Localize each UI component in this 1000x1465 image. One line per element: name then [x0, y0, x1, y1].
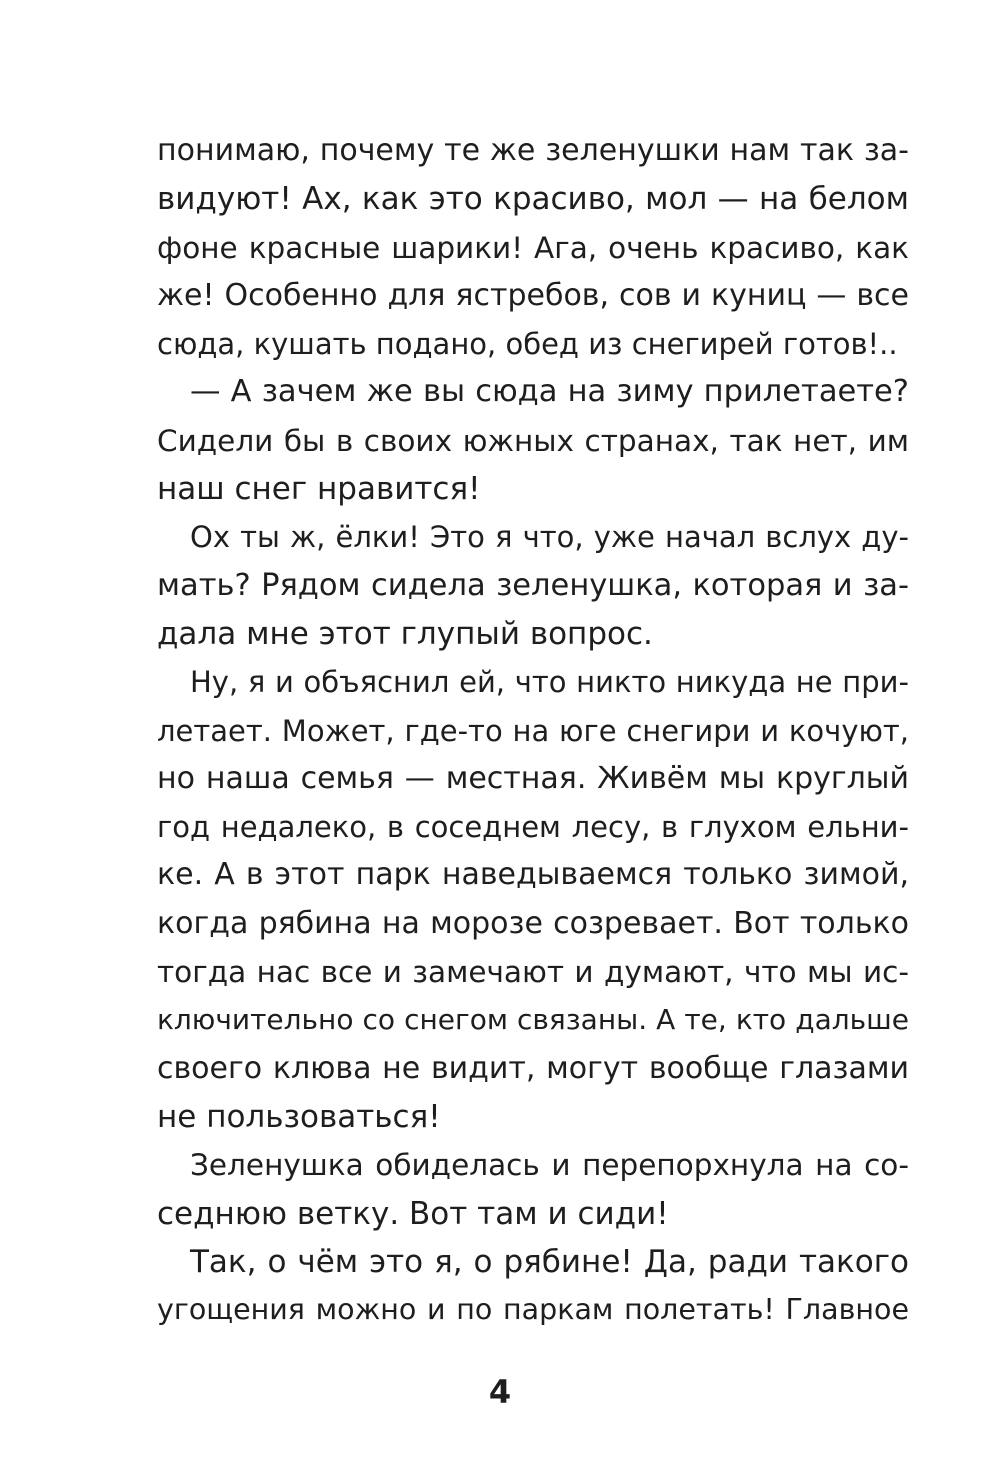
- text-line: Ох ты ж, ёлки! Это я что, уже начал вслух ду-: [190, 520, 909, 555]
- text-line: наш снег нравится!: [157, 471, 481, 508]
- text-line: но наша семья — местная. Живём мы круглый: [157, 760, 909, 796]
- text-line: понимаю, почему те же зеленушки нам так за-: [157, 133, 909, 168]
- text-line: тогда нас все и замечают и думают, что мы ис-: [157, 955, 909, 990]
- text-line: год недалеко, в соседнем лесу, в глухом ельни-: [157, 810, 909, 845]
- text-line: же! Особенно для ястребов, сов и куниц — все: [157, 277, 909, 313]
- text-line: Ну, я и объяснил ей, что никто никуда не при-: [190, 665, 909, 700]
- text-line: летает. Может, где-то на юге снегири и кочуют,: [157, 713, 909, 748]
- text-line: ке. А в этот парк наведываемся только зимой,: [157, 857, 909, 893]
- body-text: [157, 127, 909, 1334]
- text-line: седнюю ветку. Вот там и сиди!: [157, 1195, 669, 1232]
- text-line: сюда, кушать подано, обед из снегирей готов!..: [157, 327, 898, 362]
- text-line: когда рябина на морозе созревает. Вот только: [157, 905, 909, 941]
- text-line: своего клюва не видит, могут вообще глазами: [157, 1050, 909, 1086]
- page-number: 4: [488, 1373, 512, 1411]
- text-line: видуют! Ах, как это красиво, мол — на белом: [157, 181, 909, 218]
- text-line: — А зачем же вы сюда на зиму прилетаете?: [190, 374, 909, 410]
- text-line: мать? Рядом сидела зеленушка, которая и за-: [157, 567, 909, 603]
- text-line: фоне красные шарики! Ага, очень красиво, как: [157, 230, 909, 265]
- text-line: Зеленушка обиделась и перепорхнула на со-: [190, 1148, 909, 1183]
- text-line: дала мне этот глупый вопрос.: [157, 615, 653, 652]
- text-line: не пользоваться!: [157, 1098, 441, 1135]
- text-line: угощения можно и по паркам полетать! Главное: [157, 1293, 909, 1327]
- text-line: Так, о чём это я, о рябине! Да, ради такого: [190, 1243, 909, 1280]
- text-line: Сидели бы в своих южных странах, так нет, им: [157, 423, 909, 458]
- text-line: ключительно со снегом связаны. А те, кто дальше: [157, 1003, 909, 1037]
